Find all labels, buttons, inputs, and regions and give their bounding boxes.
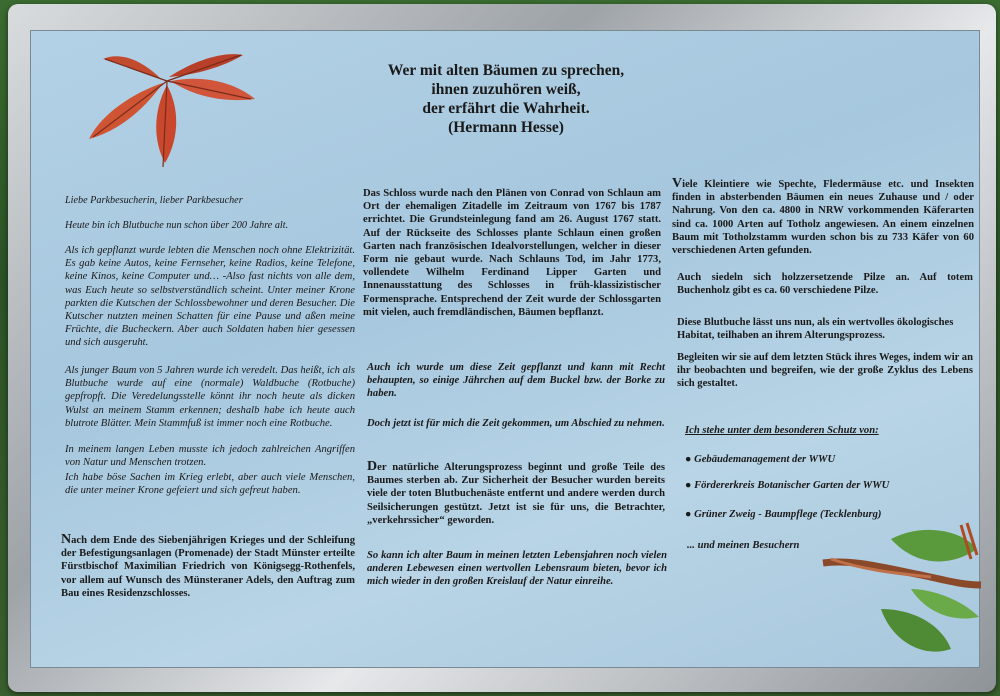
protection-heading: Ich stehe unter dem besonderen Schutz von: [685,425,879,436]
middle-para-5: So kann ich alter Baum in meinen letzten Lebensjahren noch vielen anderen Lebewesen einen wertvollen Lebensraum bieten, bevor ich mich wieder in den großen Kreislauf der Natur einreihe. [367,550,667,588]
quote-author: (Hermann Hesse) [448,119,564,136]
quote-line: der erfährt die Wahrheit. [422,100,590,117]
quote-line: ihnen zuzuhören weiß, [431,81,581,98]
sign-panel [30,30,980,668]
hesse-quote [371,61,641,137]
sponsor-item: ● Gebäudemanagement der WWU [685,454,836,465]
drop-initial: N [61,532,72,547]
sponsor-item: ● Grüner Zweig - Baumpflege (Tecklenburg) [685,509,882,520]
right-para-4: Begleiten wir sie auf dem letzten Stück ihres Weges, indem wir an ihr beobachten und begreifen, wie der große Zyklus des Lebens sich gestaltet. [677,352,973,390]
left-para-5 [61,533,355,600]
middle-para-4 [367,460,665,527]
drop-initial: V [672,176,683,191]
left-para-4: Ich habe böse Sachen im Krieg erlebt, aber auch viele Menschen, die unter meiner Krone gefeiert und sich gefreut haben. [65,472,355,497]
right-para-1 [672,177,974,257]
left-para-3: In meinem langen Leben musste ich jedoch zahlreichen Angriffen von Natur und Menschen trotzen. [65,444,355,469]
bullet-icon: ● [685,509,695,520]
right-para-1-text: iele Kleintiere wie Spechte, Fledermäuse etc. und Insekten finden in absterbenden Bäumen ein neues Zuhause und / oder Nahrung. Von den ca. 4800 in NRW vorkommenden Käferarten sind ca. 1000 Arten auf Totholz angewiesen. An einem einzelnen Baum mit Totholzstamm wurden schon bis zu 733 Käfer von 60 verschiedenen Arten gefunden. [672,179,974,257]
drop-initial: D [367,459,378,474]
middle-para-2: Auch ich wurde um diese Zeit gepflanzt und kann mit Recht behaupten, so einige Jährchen auf dem Buckel bzw. der Borke zu haben. [367,362,665,400]
right-para-2: Auch siedeln sich holzzersetzende Pilze an. Auf totem Buchenholz gibt es ca. 60 verschiedene Pilze. [677,272,973,297]
right-para-3: Diese Blutbuche lässt uns nun, als ein wertvolles ökologisches Habitat, teilhaben an ihrem Alterungsprozess. [677,317,954,342]
bullet-icon: ● [685,480,695,491]
middle-para-4-text: er natürliche Alterungsprozess beginnt und große Teile des Baumes sterben ab. Zur Sicherheit der Besucher wurden bereits viele der toten Blutbuchenäste entfernt und andere werden durch Seilsicherungen gestützt. Jetzt ist sie für uns, die Betrachter, „verkehrssicher“ geworden. [367,462,665,526]
closing-line: ... und meinen Besuchern [687,540,800,551]
quote-line: Wer mit alten Bäumen zu sprechen, [387,62,625,79]
middle-para-1: Das Schloss wurde nach den Plänen von Conrad von Schlaun am Ort der ehemaligen Zitadelle im Zeitraum von 1767 bis 1787 errichtet. Die Grundsteinlegung fand am 26. August 1767 statt. Auf der Rückseite des Schlosses plante Schlaun einen großen Garten nach französischen Idealvorstellungen, welcher in dieser Form nie gebaut wurde. Nach Schlauns Tod, im Jahr 1773, vollendete Wilhelm Ferdinand Lipper Garten und Innenausstattung des Schlosses in früh-klassizistischer Formensprache. Entsprechend der Zeit wurde der Schlossgarten mit vielen, auch fremdländischen, Bäumen bepflanzt. [363,188,661,318]
greeting: Liebe Parkbesucherin, lieber Parkbesucher [65,195,243,206]
middle-para-3: Doch jetzt ist für mich die Zeit gekommen, um Abschied zu nehmen. [367,418,665,429]
left-para-5-text: ach dem Ende des Siebenjährigen Krieges und der Schleifung der Befestigungsanlagen (Promenade) der Stadt Münster erteilte Fürstbischof Maximilian Friedrich von Königsegg-Rothenfels, vor allem auf Wunsch des Münsteraner Adels, den Auftrag zum Bau eines Residenzschlosses. [61,535,355,599]
sponsor-item: ● Fördererkreis Botanischer Garten der WWU [685,480,890,491]
intro-text: Heute bin ich Blutbuche nun schon über 200 Jahre alt. [65,220,289,231]
left-para-1: Als ich gepflanzt wurde lebten die Menschen noch ohne Elektrizität. Es gab keine Autos, keine Fernseher, keine Radios, keine Telefone, keine Kinos, keine Computer und… -Also fast nichts von alle dem, was Euch heute so selbstverständlich scheint. Unter meiner Krone parkten die Kutschen der Schlossbewohner und deren Besucher. Die Kutscher nutzten meinen Schatten für eine Pause und aßen meine Früchte, die Bucheckern. Aber auch Soldaten haben hier gesessen und sich ausgeruht. [65,245,355,349]
bullet-icon: ● [685,454,695,465]
left-para-2: Als junger Baum von 5 Jahren wurde ich veredelt. Das heißt, ich als Blutbuche wurde auf eine (normale) Waldbuche (Rotbuche) gepfropft. Die Veredelungsstelle könnt ihr noch heute als dicken Wulst an meinem Stamm erkennen; deshalb habe ich heute auch blutrote Blätter. Mein Stammfuß ist immer noch eine Rotbuche. [65,365,355,429]
red-beech-leaves-illustration [83,41,273,171]
